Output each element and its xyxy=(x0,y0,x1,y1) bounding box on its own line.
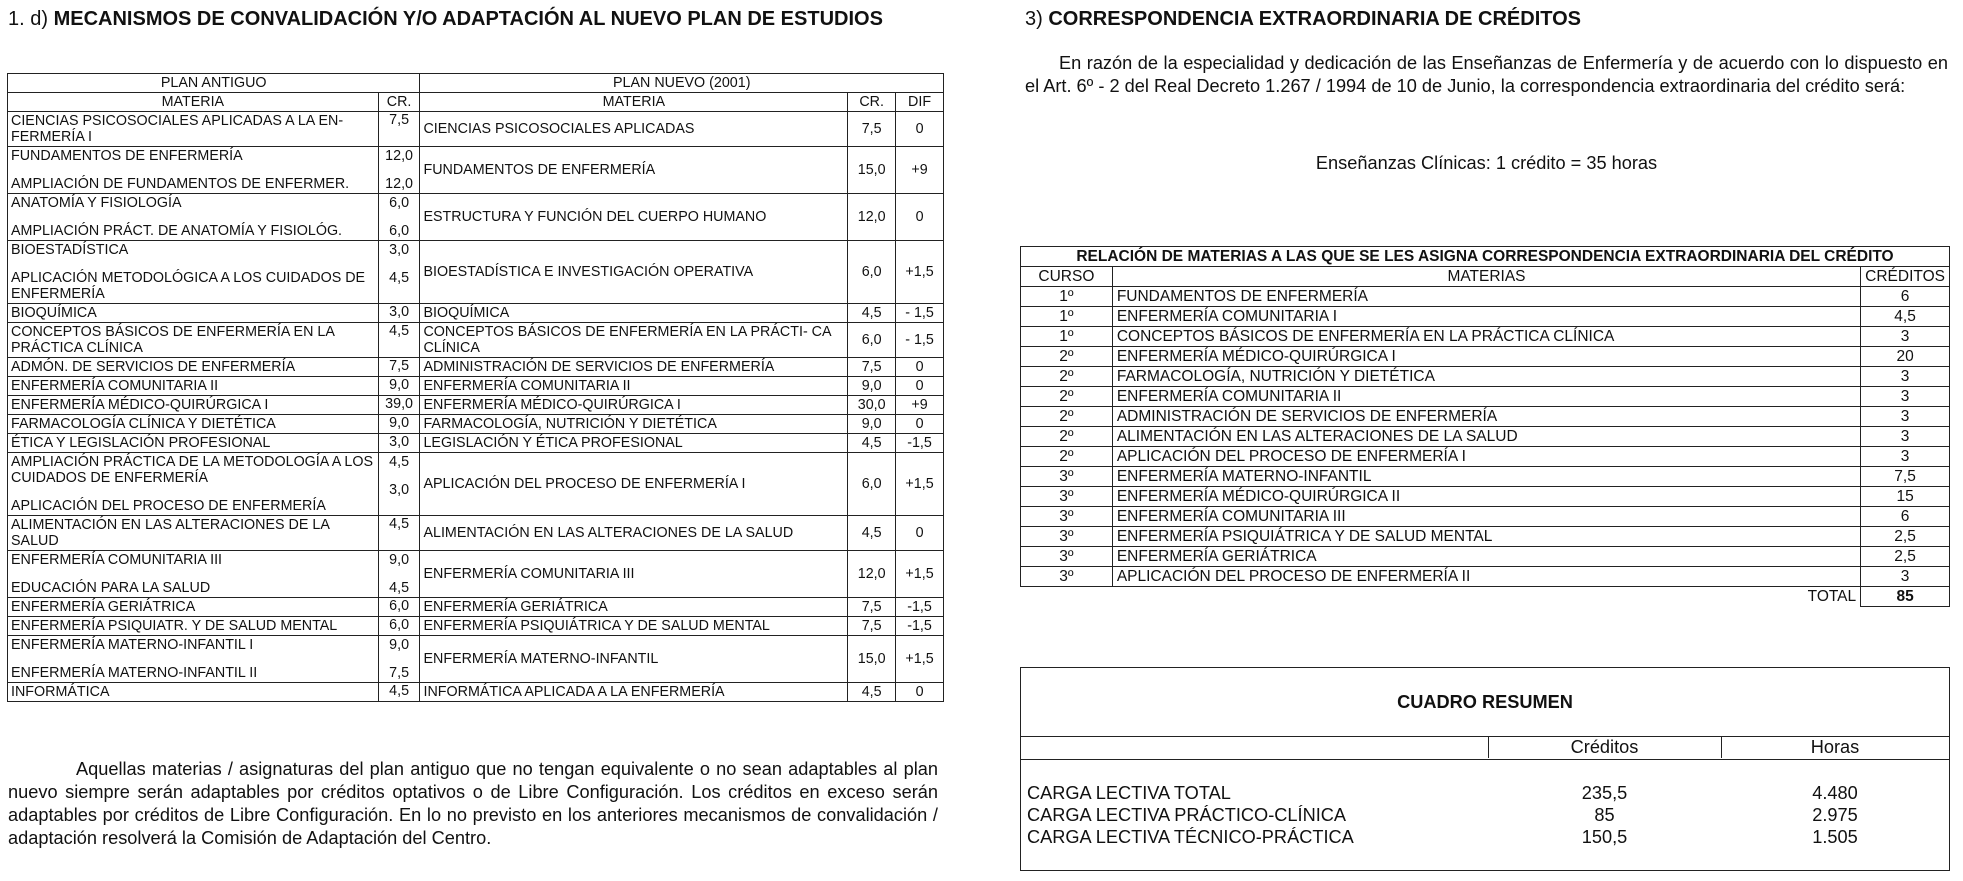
old-subject: FUNDAMENTOS DE ENFERMERÍA xyxy=(11,148,243,164)
table-row xyxy=(8,683,944,702)
credit-difference: 0 xyxy=(896,112,944,147)
creditos-cell: 3 xyxy=(1861,407,1950,427)
old-subject: INFORMÁTICA xyxy=(11,684,110,700)
old-subjects xyxy=(8,358,379,377)
resumen-label: CARGA LECTIVA TÉCNICO-PRÁCTICA xyxy=(1027,827,1354,847)
old-subject: ENFERMERÍA PSIQUIATR. Y DE SALUD MENTAL xyxy=(11,618,338,634)
old-subjects xyxy=(8,453,379,516)
resumen-horas: 2.975 xyxy=(1812,805,1858,825)
new-credits: 9,0 xyxy=(848,377,896,396)
old-subjects xyxy=(8,598,379,617)
table-row xyxy=(8,551,944,598)
new-credits: 6,0 xyxy=(848,323,896,358)
old-subject: ENFERMERÍA COMUNITARIA III xyxy=(11,552,223,568)
clinical-credit-note: Enseñanzas Clínicas: 1 crédito = 35 horas xyxy=(1315,153,1658,173)
materia-cell: ENFERMERÍA COMUNITARIA III xyxy=(1112,507,1860,527)
old-credit: 4,5 xyxy=(389,454,410,470)
old-credits xyxy=(378,147,420,194)
table-row xyxy=(8,377,944,396)
old-credits xyxy=(378,516,420,551)
table-row xyxy=(8,396,944,415)
materia-cell: ENFERMERÍA MATERNO-INFANTIL xyxy=(1112,467,1860,487)
new-subject: LEGISLACIÓN Y ÉTICA PROFESIONAL xyxy=(420,434,848,453)
old-subject: ADMÓN. DE SERVICIOS DE ENFERMERÍA xyxy=(11,359,296,375)
old-credits xyxy=(378,112,420,147)
old-credit: 12,0 xyxy=(385,148,413,164)
plan-antiguo-header: PLAN ANTIGUO xyxy=(8,74,420,93)
old-subjects xyxy=(8,617,379,636)
old-credit: 12,0 xyxy=(385,176,413,192)
table-row xyxy=(1021,287,1950,307)
creditos-cell: 7,5 xyxy=(1861,467,1950,487)
col-materia-old: MATERIA xyxy=(8,93,379,112)
materia-cell: ENFERMERÍA MÉDICO-QUIRÚRGICA II xyxy=(1112,487,1860,507)
old-credits xyxy=(378,396,420,415)
old-subjects xyxy=(8,415,379,434)
materia-cell: ENFERMERÍA COMUNITARIA II xyxy=(1112,387,1860,407)
old-subject: ENFERMERÍA GERIÁTRICA xyxy=(11,599,196,615)
section-number: 1. d) xyxy=(8,8,49,30)
new-subject: ENFERMERÍA PSIQUIÁTRICA Y DE SALUD MENTAL xyxy=(420,617,848,636)
table-row xyxy=(8,358,944,377)
old-subject: CIENCIAS PSICOSOCIALES APLICADAS A LA EN- FERMERÍA I xyxy=(11,113,344,145)
old-credit: 6,0 xyxy=(389,617,410,633)
materia-cell: ENFERMERÍA COMUNITARIA I xyxy=(1112,307,1860,327)
new-credits: 7,5 xyxy=(848,358,896,377)
creditos-cell: 6 xyxy=(1861,507,1950,527)
creditos-cell: 15 xyxy=(1861,487,1950,507)
new-subject: CIENCIAS PSICOSOCIALES APLICADAS xyxy=(420,112,848,147)
credit-difference: 0 xyxy=(896,194,944,241)
credit-difference: 0 xyxy=(896,377,944,396)
old-credit: 3,0 xyxy=(389,304,410,320)
col-curso: CURSO xyxy=(1021,267,1113,287)
new-subject: FUNDAMENTOS DE ENFERMERÍA xyxy=(420,147,848,194)
old-subject: ENFERMERÍA MATERNO-INFANTIL I xyxy=(11,637,254,653)
old-subjects xyxy=(8,304,379,323)
new-credits: 12,0 xyxy=(848,194,896,241)
new-credits: 4,5 xyxy=(848,683,896,702)
new-subject: FARMACOLOGÍA, NUTRICIÓN Y DIETÉTICA xyxy=(420,415,848,434)
old-subject: APLICACIÓN DEL PROCESO DE ENFERMERÍA xyxy=(11,498,326,514)
relacion-table xyxy=(1020,246,1950,607)
materia-cell: ENFERMERÍA PSIQUIÁTRICA Y DE SALUD MENTAL xyxy=(1112,527,1860,547)
materia-cell: ALIMENTACIÓN EN LAS ALTERACIONES DE LA SALUD xyxy=(1112,427,1860,447)
curso-cell: 1º xyxy=(1021,307,1113,327)
curso-cell: 3º xyxy=(1021,567,1113,587)
curso-cell: 2º xyxy=(1021,347,1113,367)
curso-cell: 3º xyxy=(1021,467,1113,487)
credit-difference: 0 xyxy=(896,415,944,434)
old-credit: 4,5 xyxy=(389,323,410,339)
old-subject: ALIMENTACIÓN EN LAS ALTERACIONES DE LA SALUD xyxy=(11,517,330,549)
creditos-cell: 20 xyxy=(1861,347,1950,367)
curso-cell: 3º xyxy=(1021,547,1113,567)
old-credits xyxy=(378,241,420,304)
table-row xyxy=(1021,567,1950,587)
curso-cell: 2º xyxy=(1021,447,1113,467)
old-credit: 7,5 xyxy=(389,112,410,128)
table-row xyxy=(8,194,944,241)
credit-difference: +1,5 xyxy=(896,636,944,683)
col-cr-old: CR. xyxy=(378,93,420,112)
credit-difference: - 1,5 xyxy=(896,304,944,323)
credit-difference: -1,5 xyxy=(896,434,944,453)
table-row xyxy=(8,434,944,453)
curso-cell: 3º xyxy=(1021,487,1113,507)
old-subject: ENFERMERÍA MÉDICO-QUIRÚRGICA I xyxy=(11,397,269,413)
table-row xyxy=(8,241,944,304)
table-row xyxy=(1021,467,1950,487)
cuadro-resumen xyxy=(1020,667,1950,871)
old-credit: 4,5 xyxy=(389,516,410,532)
materia-cell: ENFERMERÍA MÉDICO-QUIRÚRGICA I xyxy=(1112,347,1860,367)
credit-difference: +9 xyxy=(896,396,944,415)
materia-cell: FUNDAMENTOS DE ENFERMERÍA xyxy=(1112,287,1860,307)
old-credits xyxy=(378,551,420,598)
old-subjects xyxy=(8,241,379,304)
resumen-title: CUADRO RESUMEN xyxy=(1397,692,1573,712)
credit-difference: +1,5 xyxy=(896,453,944,516)
old-subjects xyxy=(8,516,379,551)
new-subject: CONCEPTOS BÁSICOS DE ENFERMERÍA EN LA PRÁCTI- CA CLÍNICA xyxy=(420,323,848,358)
curso-cell: 2º xyxy=(1021,407,1113,427)
table-row xyxy=(8,304,944,323)
table-row xyxy=(1021,387,1950,407)
curso-cell: 1º xyxy=(1021,327,1113,347)
new-credits: 30,0 xyxy=(848,396,896,415)
old-subject: AMPLIACIÓN DE FUNDAMENTOS DE ENFERMER. xyxy=(11,176,350,192)
credit-difference: +1,5 xyxy=(896,241,944,304)
credit-difference: -1,5 xyxy=(896,617,944,636)
curso-cell: 2º xyxy=(1021,427,1113,447)
old-credit: 9,0 xyxy=(389,552,410,568)
new-credits: 7,5 xyxy=(848,617,896,636)
section-heading-right xyxy=(1025,8,1581,31)
table-row xyxy=(8,617,944,636)
table-row xyxy=(1021,367,1950,387)
resumen-label: CARGA LECTIVA TOTAL xyxy=(1027,783,1231,803)
old-credits xyxy=(378,453,420,516)
materia-cell: APLICACIÓN DEL PROCESO DE ENFERMERÍA II xyxy=(1112,567,1860,587)
new-credits: 7,5 xyxy=(848,598,896,617)
credit-difference: - 1,5 xyxy=(896,323,944,358)
new-subject: ESTRUCTURA Y FUNCIÓN DEL CUERPO HUMANO xyxy=(420,194,848,241)
table-row xyxy=(1021,407,1950,427)
table-row xyxy=(8,598,944,617)
new-credits: 15,0 xyxy=(848,147,896,194)
creditos-cell: 3 xyxy=(1861,447,1950,467)
old-subject: ENFERMERÍA MATERNO-INFANTIL II xyxy=(11,665,258,681)
table-row xyxy=(1021,547,1950,567)
table-row xyxy=(1021,447,1950,467)
adaptation-paragraph: Aquellas materias / asignaturas del plan antiguo que no tengan equivalente o no sean adaptables al plan nuevo siempre serán adaptables por créditos optativos o de Libre Configuración. Los créditos en exceso serán adaptables por créditos de Libre Configuración. En lo no previsto en los anteriores mecanismos de convalidación / adaptación resolverá la Comisión de Adaptación del Centro. xyxy=(8,759,938,848)
creditos-cell: 3 xyxy=(1861,387,1950,407)
old-credit: 6,0 xyxy=(389,223,410,239)
old-subjects xyxy=(8,396,379,415)
old-credit: 7,5 xyxy=(389,358,410,374)
new-credits: 4,5 xyxy=(848,434,896,453)
table-row xyxy=(8,323,944,358)
old-credits xyxy=(378,323,420,358)
new-subject: ENFERMERÍA GERIÁTRICA xyxy=(420,598,848,617)
curso-cell: 3º xyxy=(1021,507,1113,527)
credit-difference: 0 xyxy=(896,516,944,551)
new-subject: BIOESTADÍSTICA E INVESTIGACIÓN OPERATIVA xyxy=(420,241,848,304)
col-creditos: CRÉDITOS xyxy=(1861,267,1950,287)
old-credit: 9,0 xyxy=(389,377,410,393)
table-row xyxy=(8,147,944,194)
credit-difference: -1,5 xyxy=(896,598,944,617)
old-subject: ANATOMÍA Y FISIOLOGÍA xyxy=(11,195,182,211)
credit-difference: 0 xyxy=(896,358,944,377)
creditos-cell: 2,5 xyxy=(1861,547,1950,567)
old-credit: 9,0 xyxy=(389,637,410,653)
old-subject: AMPLIACIÓN PRÁCTICA DE LA METODOLOGÍA A LOS CUIDADOS DE ENFERMERÍA xyxy=(11,454,374,486)
new-credits: 4,5 xyxy=(848,516,896,551)
old-subjects xyxy=(8,683,379,702)
old-credit: 4,5 xyxy=(389,683,410,699)
col-materias: MATERIAS xyxy=(1112,267,1860,287)
table-row xyxy=(8,453,944,516)
table-row xyxy=(1021,347,1950,367)
resumen-col-creditos: Créditos xyxy=(1570,737,1639,757)
old-credits xyxy=(378,377,420,396)
col-cr-new: CR. xyxy=(848,93,896,112)
plan-nuevo-header: PLAN NUEVO (2001) xyxy=(420,74,944,93)
old-subjects xyxy=(8,147,379,194)
new-credits: 6,0 xyxy=(848,241,896,304)
materia-cell: APLICACIÓN DEL PROCESO DE ENFERMERÍA I xyxy=(1112,447,1860,467)
new-subject: ENFERMERÍA COMUNITARIA II xyxy=(420,377,848,396)
old-subject: CONCEPTOS BÁSICOS DE ENFERMERÍA EN LA PRÁCTICA CLÍNICA xyxy=(11,324,335,356)
resumen-horas: 1.505 xyxy=(1812,827,1858,847)
old-credit: 6,0 xyxy=(389,195,410,211)
old-subjects xyxy=(8,194,379,241)
col-materia-new: MATERIA xyxy=(420,93,848,112)
old-credit: 6,0 xyxy=(389,598,410,614)
old-credit: 3,0 xyxy=(389,482,410,498)
col-dif: DIF xyxy=(896,93,944,112)
old-credits xyxy=(378,415,420,434)
new-subject: ENFERMERÍA MÉDICO-QUIRÚRGICA I xyxy=(420,396,848,415)
old-subjects xyxy=(8,323,379,358)
resumen-creditos: 235,5 xyxy=(1581,783,1628,803)
table-row xyxy=(1021,507,1950,527)
new-subject: ENFERMERÍA MATERNO-INFANTIL xyxy=(420,636,848,683)
creditos-cell: 3 xyxy=(1861,427,1950,447)
materia-cell: FARMACOLOGÍA, NUTRICIÓN Y DIETÉTICA xyxy=(1112,367,1860,387)
old-subjects xyxy=(8,636,379,683)
total-value: 85 xyxy=(1861,587,1950,607)
curso-cell: 2º xyxy=(1021,367,1113,387)
old-credits xyxy=(378,617,420,636)
old-credits xyxy=(378,304,420,323)
curso-cell: 3º xyxy=(1021,527,1113,547)
materia-cell: ENFERMERÍA GERIÁTRICA xyxy=(1112,547,1860,567)
table-row xyxy=(1021,307,1950,327)
credit-difference: +1,5 xyxy=(896,551,944,598)
old-subject: FARMACOLOGÍA CLÍNICA Y DIETÉTICA xyxy=(11,416,276,432)
old-credit: 3,0 xyxy=(389,242,410,258)
table-row xyxy=(1021,327,1950,347)
old-credits xyxy=(378,683,420,702)
table-row xyxy=(8,415,944,434)
old-credits xyxy=(378,434,420,453)
resumen-horas: 4.480 xyxy=(1812,783,1858,803)
new-subject: ADMINISTRACIÓN DE SERVICIOS DE ENFERMERÍA xyxy=(420,358,848,377)
old-subjects xyxy=(8,551,379,598)
creditos-cell: 3 xyxy=(1861,567,1950,587)
old-subject: BIOQUÍMICA xyxy=(11,305,97,321)
old-subjects xyxy=(8,112,379,147)
new-credits: 7,5 xyxy=(848,112,896,147)
new-subject: APLICACIÓN DEL PROCESO DE ENFERMERÍA I xyxy=(420,453,848,516)
old-credit: 39,0 xyxy=(385,396,413,412)
curso-cell: 1º xyxy=(1021,287,1113,307)
correspondence-paragraph: En razón de la especialidad y dedicación de las Enseñanzas de Enfermería y de acuerdo con lo dispuesto en el Art. 6º - 2 del Real Decreto 1.267 / 1994 de 10 de Junio, la correspondencia extraordinaria del crédito será: xyxy=(1025,53,1948,96)
new-credits: 4,5 xyxy=(848,304,896,323)
old-subjects xyxy=(8,434,379,453)
old-subject: EDUCACIÓN PARA LA SALUD xyxy=(11,580,211,596)
materia-cell: ADMINISTRACIÓN DE SERVICIOS DE ENFERMERÍA xyxy=(1112,407,1860,427)
old-subject: APLICACIÓN METODOLÓGICA A LOS CUIDADOS DE ENFERMERÍA xyxy=(11,270,366,302)
relacion-title: RELACIÓN DE MATERIAS A LAS QUE SE LES ASIGNA CORRESPONDENCIA EXTRAORDINARIA DEL CRÉDITO xyxy=(1021,247,1950,267)
table-row xyxy=(8,112,944,147)
creditos-cell: 2,5 xyxy=(1861,527,1950,547)
new-credits: 12,0 xyxy=(848,551,896,598)
table-row xyxy=(8,636,944,683)
old-credit: 3,0 xyxy=(389,434,410,450)
new-subject: ENFERMERÍA COMUNITARIA III xyxy=(420,551,848,598)
old-credits xyxy=(378,194,420,241)
creditos-cell: 3 xyxy=(1861,367,1950,387)
resumen-creditos: 85 xyxy=(1594,805,1615,825)
total-label: TOTAL xyxy=(1807,588,1857,606)
old-credits xyxy=(378,598,420,617)
old-credit: 4,5 xyxy=(389,270,410,286)
old-credits xyxy=(378,636,420,683)
table-row xyxy=(1021,427,1950,447)
table-row xyxy=(1021,487,1950,507)
new-credits: 15,0 xyxy=(848,636,896,683)
old-subject: BIOESTADÍSTICA xyxy=(11,242,129,258)
section-number: 3) xyxy=(1025,8,1043,30)
old-credits xyxy=(378,358,420,377)
old-subject: AMPLIACIÓN PRÁCT. DE ANATOMÍA Y FISIOLÓG. xyxy=(11,223,343,239)
curso-cell: 2º xyxy=(1021,387,1113,407)
credit-difference: +9 xyxy=(896,147,944,194)
new-credits: 6,0 xyxy=(848,453,896,516)
new-subject: INFORMÁTICA APLICADA A LA ENFERMERÍA xyxy=(420,683,848,702)
section-heading-left xyxy=(8,8,883,31)
resumen-col-horas: Horas xyxy=(1810,737,1860,757)
new-subject: ALIMENTACIÓN EN LAS ALTERACIONES DE LA SALUD xyxy=(420,516,848,551)
section-title: CORRESPONDENCIA EXTRAORDINARIA DE CRÉDITOS xyxy=(1048,8,1581,30)
old-credit: 7,5 xyxy=(389,665,410,681)
old-subject: ENFERMERÍA COMUNITARIA II xyxy=(11,378,219,394)
old-subjects xyxy=(8,377,379,396)
new-subject: BIOQUÍMICA xyxy=(420,304,848,323)
resumen-creditos: 150,5 xyxy=(1581,827,1628,847)
materia-cell: CONCEPTOS BÁSICOS DE ENFERMERÍA EN LA PRÁCTICA CLÍNICA xyxy=(1112,327,1860,347)
creditos-cell: 4,5 xyxy=(1861,307,1950,327)
table-row xyxy=(8,516,944,551)
resumen-label: CARGA LECTIVA PRÁCTICO-CLÍNICA xyxy=(1027,805,1347,825)
table-row xyxy=(1021,527,1950,547)
convalidation-table xyxy=(7,73,944,702)
section-title: MECANISMOS DE CONVALIDACIÓN Y/O ADAPTACIÓN AL NUEVO PLAN DE ESTUDIOS xyxy=(53,8,883,30)
old-credit: 4,5 xyxy=(389,580,410,596)
old-credit: 9,0 xyxy=(389,415,410,431)
credit-difference: 0 xyxy=(896,683,944,702)
old-subject: ÉTICA Y LEGISLACIÓN PROFESIONAL xyxy=(11,435,271,451)
new-credits: 9,0 xyxy=(848,415,896,434)
creditos-cell: 3 xyxy=(1861,327,1950,347)
creditos-cell: 6 xyxy=(1861,287,1950,307)
